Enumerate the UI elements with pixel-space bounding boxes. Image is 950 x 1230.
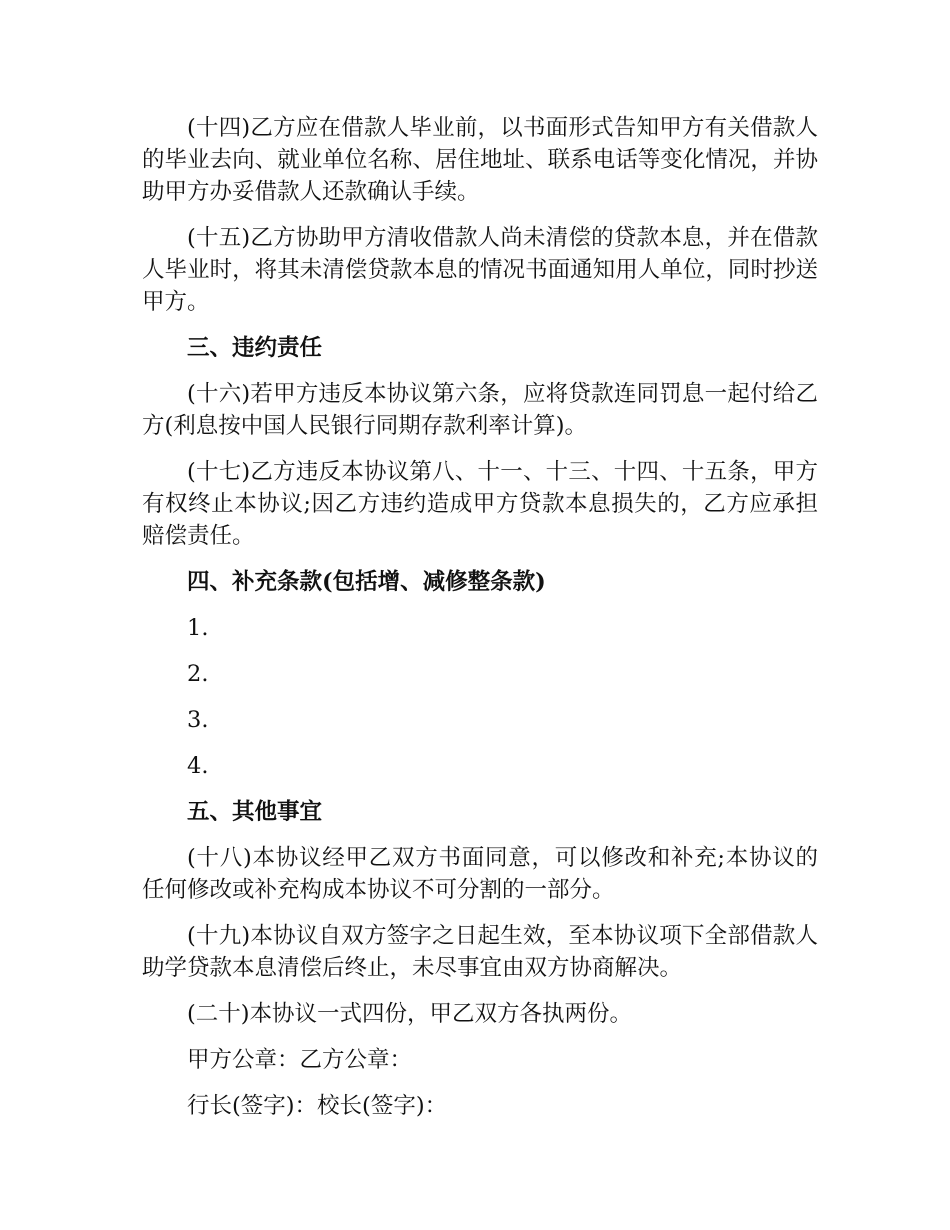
section-5-heading: 五、其他事宜: [187, 799, 323, 825]
clause-16: (十六)若甲方违反本协议第六条，应将贷款连同罚息一起付给乙方(利息按中国人民银行同期存款利率计算)。: [142, 381, 818, 439]
supplementary-item-1: 1.: [187, 615, 209, 641]
document-page: [142, 112, 818, 1122]
clause-17: (十七)乙方违反本协议第八、十一、十三、十四、十五条，甲方有权终止本协议;因乙方违约造成甲方贷款本息损失的，乙方应承担赔偿责任。: [142, 459, 818, 549]
seal-line: 甲方公章：乙方公章：: [187, 1047, 413, 1073]
clause-18: (十八)本协议经甲乙双方书面同意，可以修改和补充;本协议的任何修改或补充构成本协议不可分割的一部分。: [142, 845, 818, 903]
section-4-heading: 四、补充条款(包括增、减修整条款): [187, 569, 546, 595]
clause-15: (十五)乙方协助甲方清收借款人尚未清偿的贷款本息，并在借款人毕业时，将其未清偿贷款本息的情况书面通知用人单位，同时抄送甲方。: [142, 225, 818, 315]
signature-line: 行长(签字)：校长(签字)：: [187, 1093, 448, 1119]
clause-19: (十九)本协议自双方签字之日起生效，至本协议项下全部借款人助学贷款本息清偿后终止，未尽事宜由双方协商解决。: [142, 923, 818, 981]
clause-14: (十四)乙方应在借款人毕业前，以书面形式告知甲方有关借款人的毕业去向、就业单位名称、居住地址、联系电话等变化情况，并协助甲方办妥借款人还款确认手续。: [142, 115, 818, 205]
supplementary-item-4: 4.: [187, 753, 209, 779]
supplementary-item-3: 3.: [187, 707, 209, 733]
clause-20: (二十)本协议一式四份，甲乙双方各执两份。: [187, 1001, 633, 1027]
section-3-heading: 三、违约责任: [187, 335, 323, 361]
supplementary-item-2: 2.: [187, 661, 209, 687]
